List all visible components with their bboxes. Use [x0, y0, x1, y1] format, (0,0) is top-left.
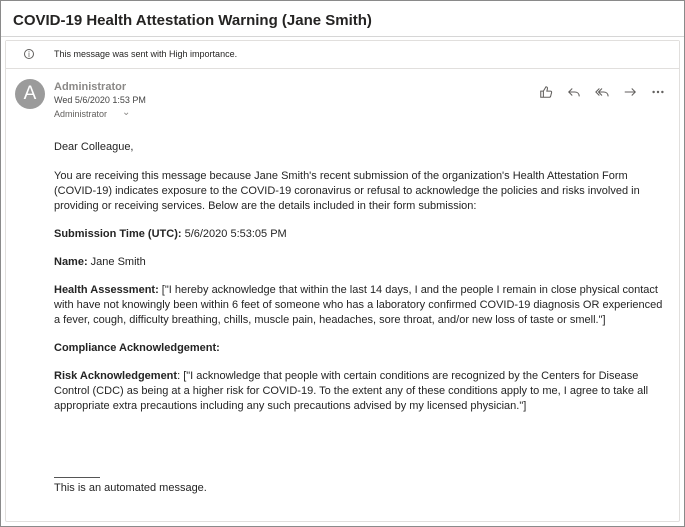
importance-notice: This message was sent with High importance.: [54, 49, 238, 59]
health-assessment: [54, 283, 669, 328]
compliance-acknowledgement: Compliance Acknowledgement:: [54, 342, 220, 354]
sent-date: Wed 5/6/2020 1:53 PM: [54, 95, 146, 105]
subject-divider: [1, 36, 684, 37]
health-assessment-label: Health Assessment:: [54, 284, 159, 296]
reply-all-icon[interactable]: [593, 83, 611, 101]
expand-recipients-icon[interactable]: ⌄: [122, 107, 131, 118]
recipient-name[interactable]: Administrator: [54, 109, 108, 119]
risk-acknowledgement: [54, 369, 669, 414]
risk-acknowledgement-label: Risk Acknowledgement: [54, 370, 178, 382]
automated-message-note: This is an automated message.: [54, 482, 207, 494]
more-icon[interactable]: [649, 83, 667, 101]
avatar[interactable]: A: [15, 79, 45, 109]
submission-time: [54, 227, 669, 242]
like-icon[interactable]: [537, 83, 555, 101]
risk-acknowledgement-value: : ["I acknowledge that people with certain conditions are recognized by the Centers for Disease Control (CDC) as being at a higher risk for COVID-19. To the extent any of these conditions apply to me, I agree to take all appropriate extra precautions including any such precautions advised by my licensed physician."]: [54, 370, 649, 412]
submission-time-value: 5/6/2020 5:53:05 PM: [181, 228, 287, 240]
name-label: Name:: [54, 256, 88, 268]
message-card: [5, 40, 680, 522]
signature-divider: [54, 477, 100, 478]
importance-banner: [6, 41, 679, 69]
name-line: [54, 255, 669, 270]
message-body: [54, 140, 669, 427]
forward-icon[interactable]: [621, 83, 639, 101]
sender-name[interactable]: Administrator: [54, 81, 127, 93]
intro-paragraph: You are receiving this message because Jane Smith's recent submission of the organization's Health Attestation Form (COVID-19) indicates exposure to the COVID-19 coronavirus or refusal to acknowledge the policies and risks involved in providing or receiving services. Below are the details included in their form submission:: [54, 170, 640, 212]
greeting: Dear Colleague,: [54, 141, 134, 153]
name-value: Jane Smith: [87, 256, 146, 268]
email-subject: COVID-19 Health Attestation Warning (Jane Smith): [13, 12, 372, 29]
reply-icon[interactable]: [565, 83, 583, 101]
info-icon: i: [24, 49, 34, 59]
message-actions: [537, 83, 667, 101]
health-assessment-value: ["I hereby acknowledge that within the last 14 days, I and the people I remain in close physical contact with have not knowingly been within 6 feet of someone who has a laboratory confirmed COVID-19 diagnosis OR experienced a fever, cough, difficulty breathing, chills, muscle pain, headaches, sore throat, and/or new loss of taste or smell."]: [54, 284, 663, 326]
submission-time-label: Submission Time (UTC):: [54, 228, 182, 240]
